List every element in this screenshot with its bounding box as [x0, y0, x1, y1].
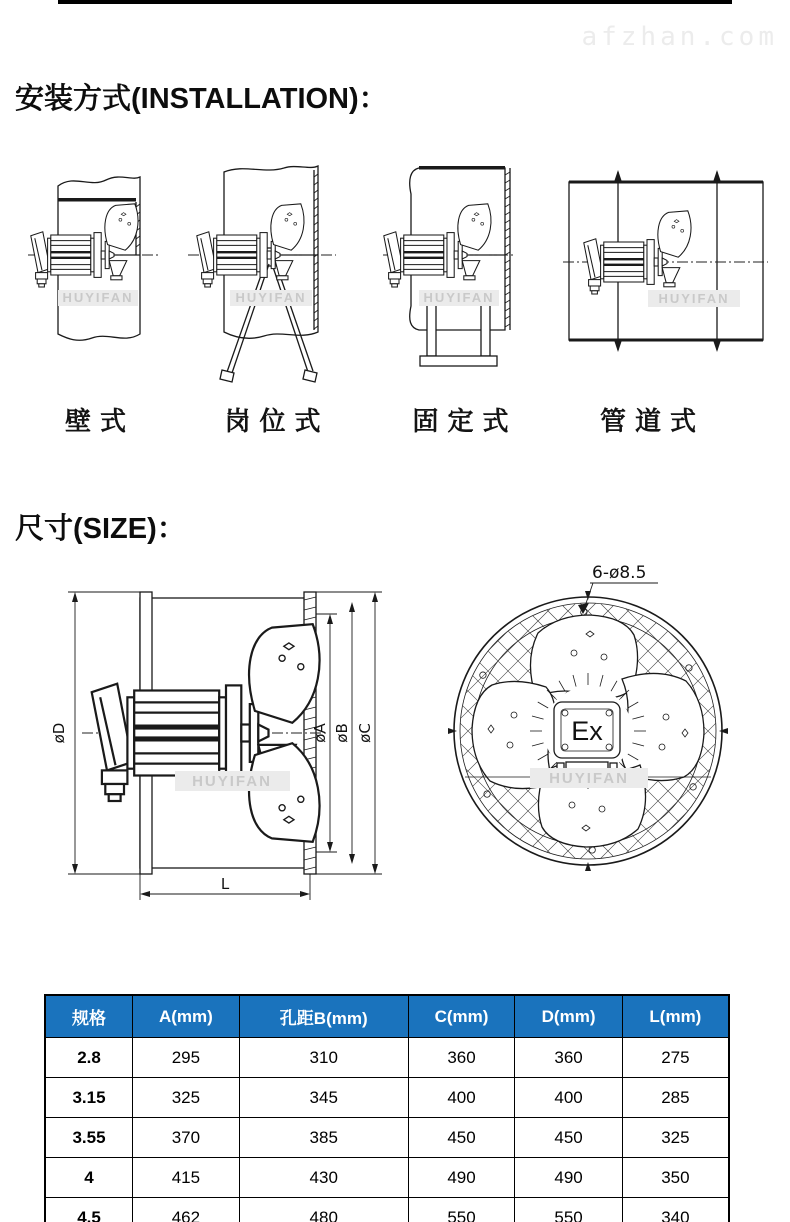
cell-a: 370 — [133, 1118, 240, 1158]
cell-a: 295 — [133, 1038, 240, 1078]
cell-d: 450 — [515, 1118, 622, 1158]
cell-l: 325 — [622, 1118, 729, 1158]
cell-d: 400 — [515, 1078, 622, 1118]
dim-label-d: øD — [50, 722, 68, 744]
size-side-view — [40, 575, 430, 905]
table-row — [45, 1078, 729, 1118]
cell-b: 385 — [239, 1118, 408, 1158]
brand-watermark: HUYIFAN — [658, 291, 730, 306]
dim-label-b: øB — [333, 723, 351, 743]
installation-drawing-tripod — [188, 150, 338, 400]
cell-b: 310 — [239, 1038, 408, 1078]
dim-label-l: L — [220, 875, 230, 893]
installation-drawing-fixed — [383, 150, 518, 400]
cell-c: 450 — [408, 1118, 515, 1158]
site-watermark: afzhan.com — [581, 22, 778, 52]
cell-b: 345 — [239, 1078, 408, 1118]
brand-watermark: HUYIFAN — [549, 770, 629, 787]
cell-c: 400 — [408, 1078, 515, 1118]
cell-l: 285 — [622, 1078, 729, 1118]
bolt-note: 6-ø8.5 — [592, 563, 647, 583]
table-row — [45, 1158, 729, 1198]
cell-c: 550 — [408, 1198, 515, 1222]
cell-c: 490 — [408, 1158, 515, 1198]
dimension-spec-table — [44, 994, 730, 1222]
ex-terminal-box — [554, 702, 620, 779]
top-divider — [58, 0, 732, 4]
cell-d: 490 — [515, 1158, 622, 1198]
size-front-view — [440, 550, 780, 915]
cell-spec: 4.5 — [45, 1198, 133, 1222]
col-header-c: C(mm) — [408, 995, 515, 1038]
cell-a: 462 — [133, 1198, 240, 1222]
cell-l: 340 — [622, 1198, 729, 1222]
dim-label-c: øC — [356, 723, 374, 743]
cell-b: 430 — [239, 1158, 408, 1198]
col-header-b: 孔距B(mm) — [239, 995, 408, 1038]
brand-watermark: HUYIFAN — [423, 290, 495, 305]
brand-watermark: HUYIFAN — [62, 290, 134, 305]
cell-l: 275 — [622, 1038, 729, 1078]
cell-d: 360 — [515, 1038, 622, 1078]
installation-section-title: 安装方式(INSTALLATION)： — [15, 83, 388, 115]
col-header-a: A(mm) — [133, 995, 240, 1038]
installation-drawing-duct — [563, 150, 768, 400]
cell-b: 480 — [239, 1198, 408, 1222]
cell-c: 360 — [408, 1038, 515, 1078]
method-label-duct: 管 道 式 — [599, 407, 697, 437]
brand-watermark: HUYIFAN — [235, 290, 307, 305]
col-header-l: L(mm) — [622, 995, 729, 1038]
method-label-wall: 壁 式 — [64, 407, 127, 437]
table-row — [45, 1118, 729, 1158]
col-header-d: D(mm) — [515, 995, 622, 1038]
cell-spec: 3.15 — [45, 1078, 133, 1118]
table-header-row — [45, 995, 729, 1038]
method-label-tripod: 岗 位 式 — [224, 407, 321, 437]
cell-a: 415 — [133, 1158, 240, 1198]
brand-watermark: HUYIFAN — [192, 773, 272, 790]
col-header-spec: 规格 — [45, 995, 133, 1038]
method-label-fixed: 固 定 式 — [412, 407, 509, 437]
size-section-title: 尺寸(SIZE)： — [15, 513, 186, 545]
installation-drawing-wall — [28, 150, 163, 400]
cell-spec: 3.55 — [45, 1118, 133, 1158]
cell-spec: 4 — [45, 1158, 133, 1198]
table-row — [45, 1198, 729, 1222]
cell-a: 325 — [133, 1078, 240, 1118]
dim-label-a: øA — [311, 723, 329, 743]
table-row — [45, 1038, 729, 1078]
cell-l: 350 — [622, 1158, 729, 1198]
ex-mark: Ex — [571, 716, 603, 746]
cell-spec: 2.8 — [45, 1038, 133, 1078]
cell-d: 550 — [515, 1198, 622, 1222]
